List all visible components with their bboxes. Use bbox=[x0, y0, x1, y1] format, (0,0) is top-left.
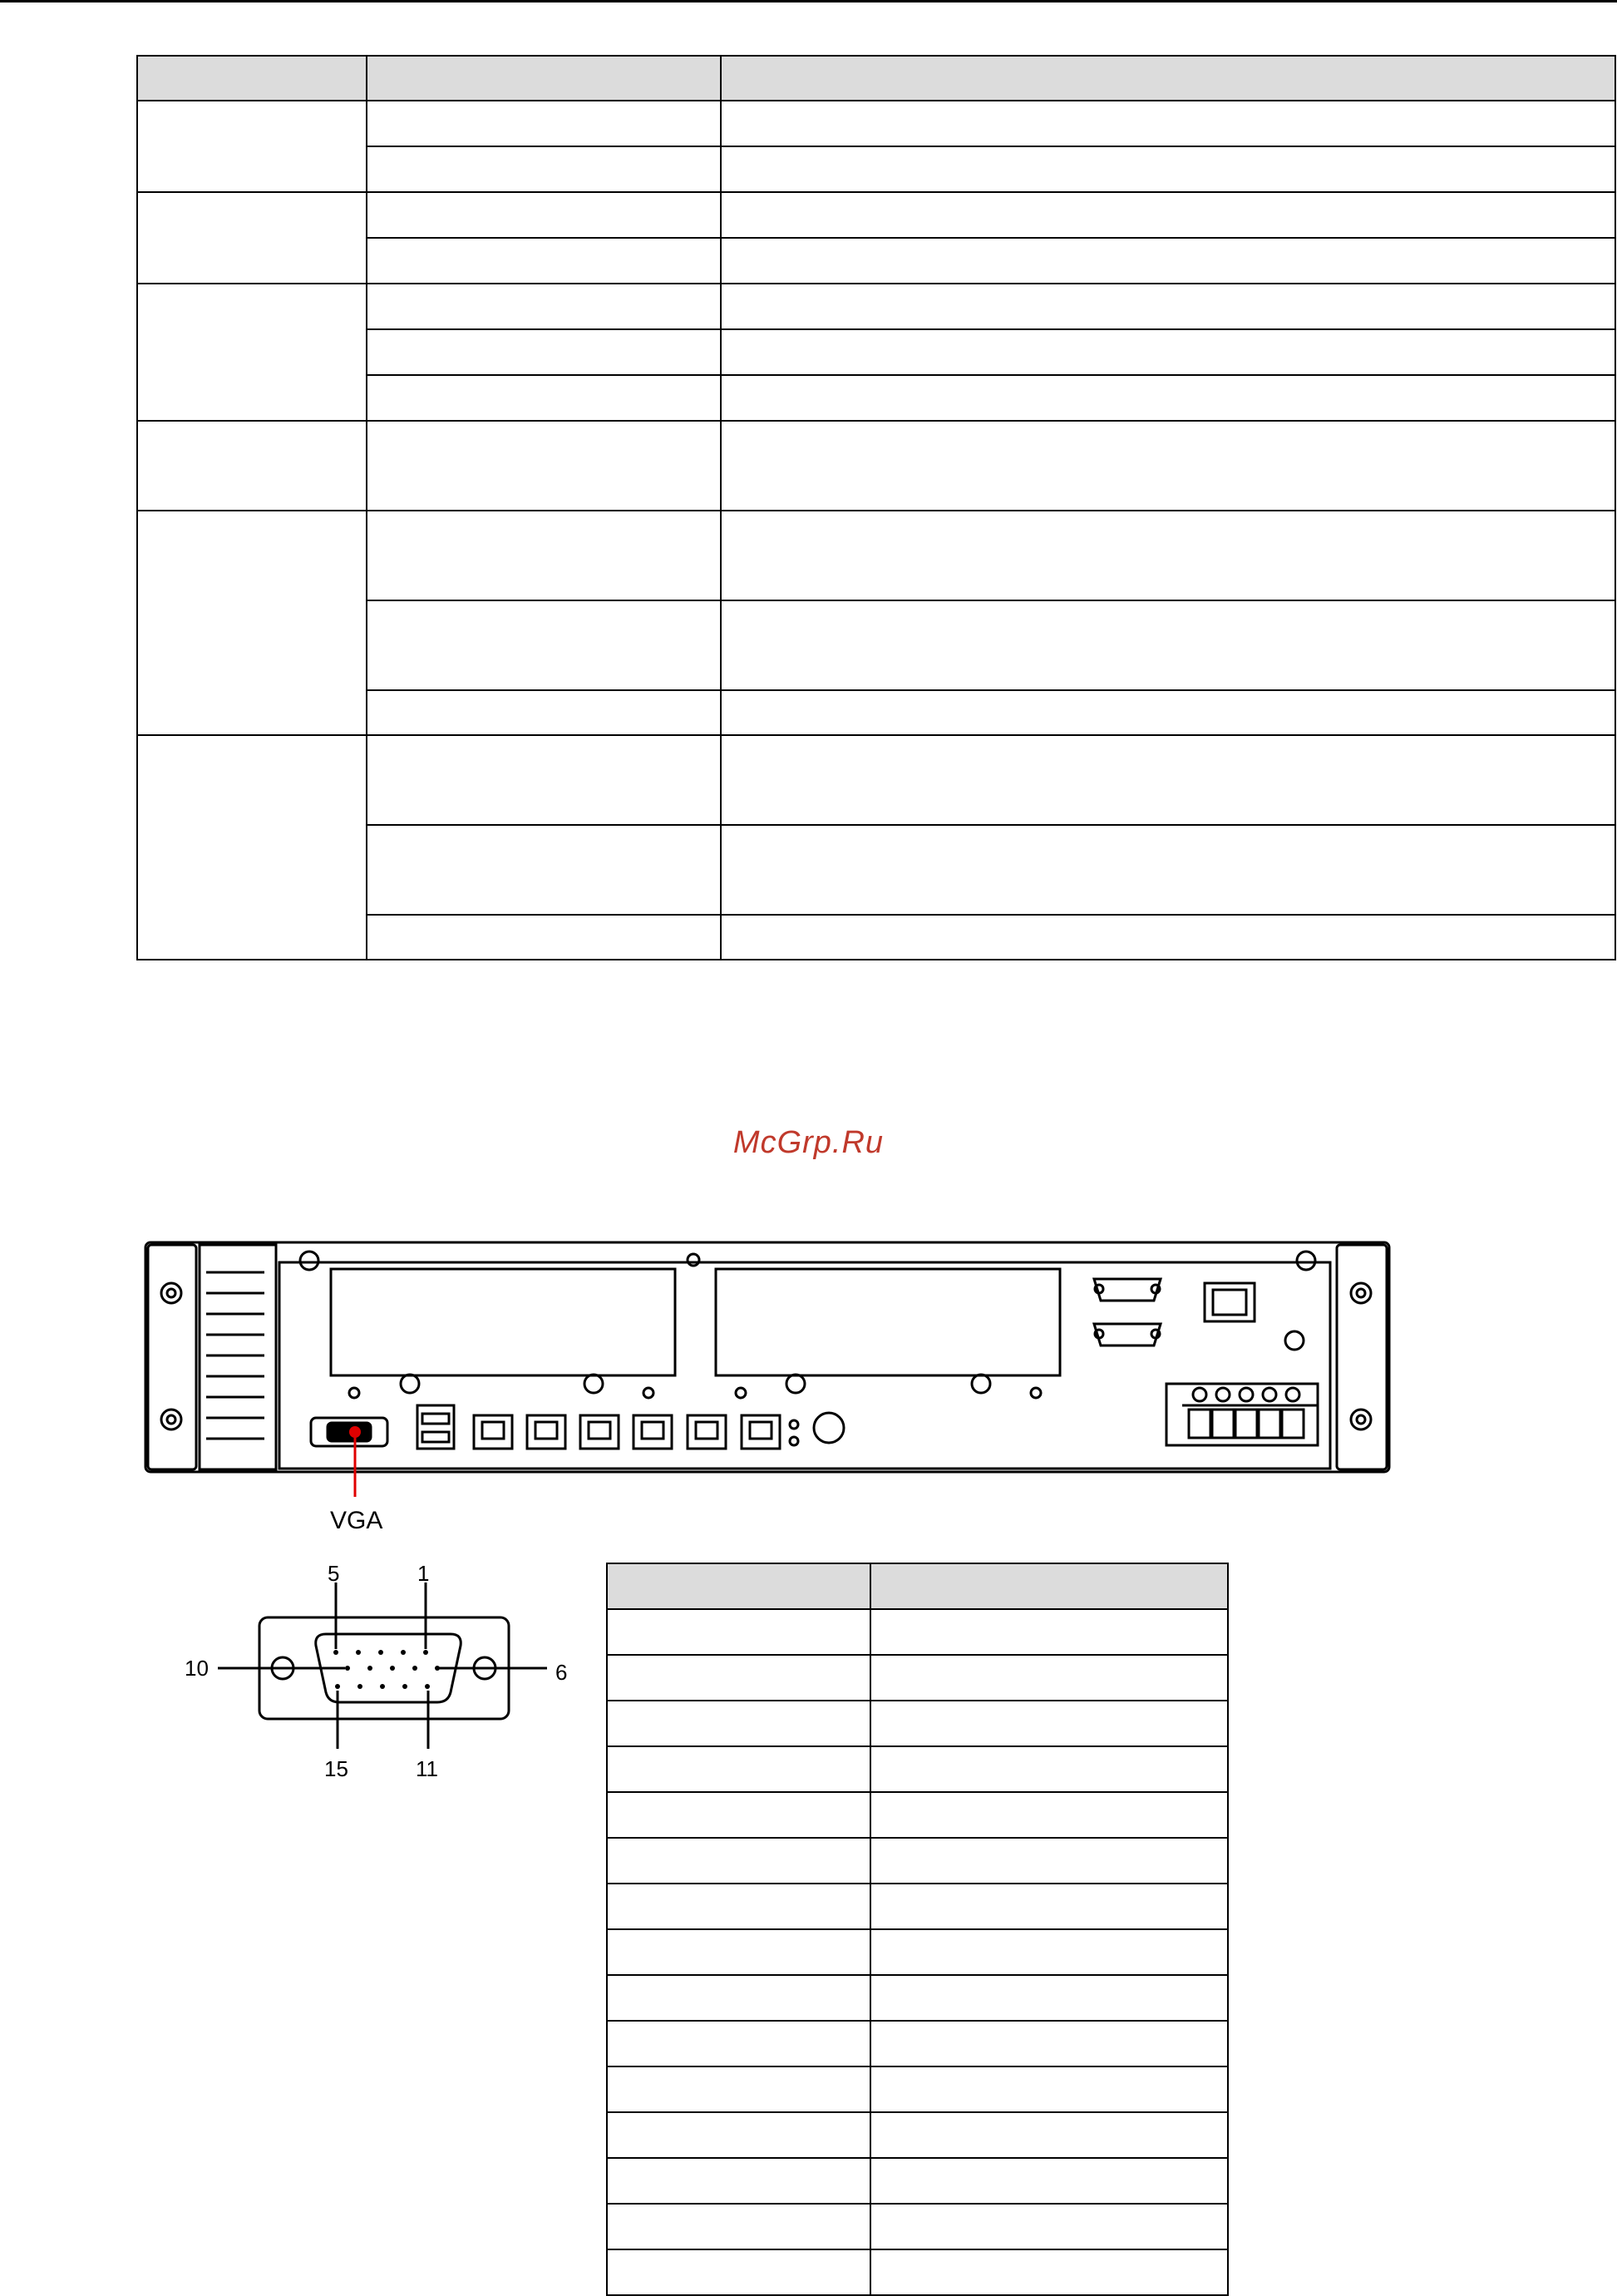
table-row bbox=[607, 1746, 1228, 1792]
table-row bbox=[607, 2066, 1228, 2112]
pin-label: 11 bbox=[416, 1756, 438, 1781]
pin-dots bbox=[333, 1650, 440, 1689]
watermark: McGrp.Ru bbox=[732, 1125, 885, 1160]
pin-label: 6 bbox=[555, 1660, 568, 1685]
table-row bbox=[607, 1792, 1228, 1838]
table-row bbox=[607, 1655, 1228, 1701]
pin-label: 10 bbox=[185, 1656, 209, 1681]
pin-label: 5 bbox=[328, 1561, 340, 1586]
table-header-row bbox=[607, 1563, 1228, 1609]
table-row bbox=[607, 2158, 1228, 2204]
table-row bbox=[607, 1975, 1228, 2021]
table-row bbox=[607, 1838, 1228, 1884]
table-row bbox=[607, 2204, 1228, 2249]
table-row bbox=[607, 1884, 1228, 1929]
pin-label: 15 bbox=[324, 1756, 348, 1781]
table-row bbox=[607, 2112, 1228, 2158]
vga-label: VGA bbox=[330, 1507, 383, 1534]
table-row bbox=[607, 1609, 1228, 1655]
pin-label: 1 bbox=[417, 1561, 430, 1586]
table-row bbox=[607, 1701, 1228, 1746]
table-row bbox=[607, 1929, 1228, 1975]
table-row bbox=[607, 2249, 1228, 2295]
table-row bbox=[607, 2021, 1228, 2066]
pin-assignment-table bbox=[606, 1563, 1229, 2296]
